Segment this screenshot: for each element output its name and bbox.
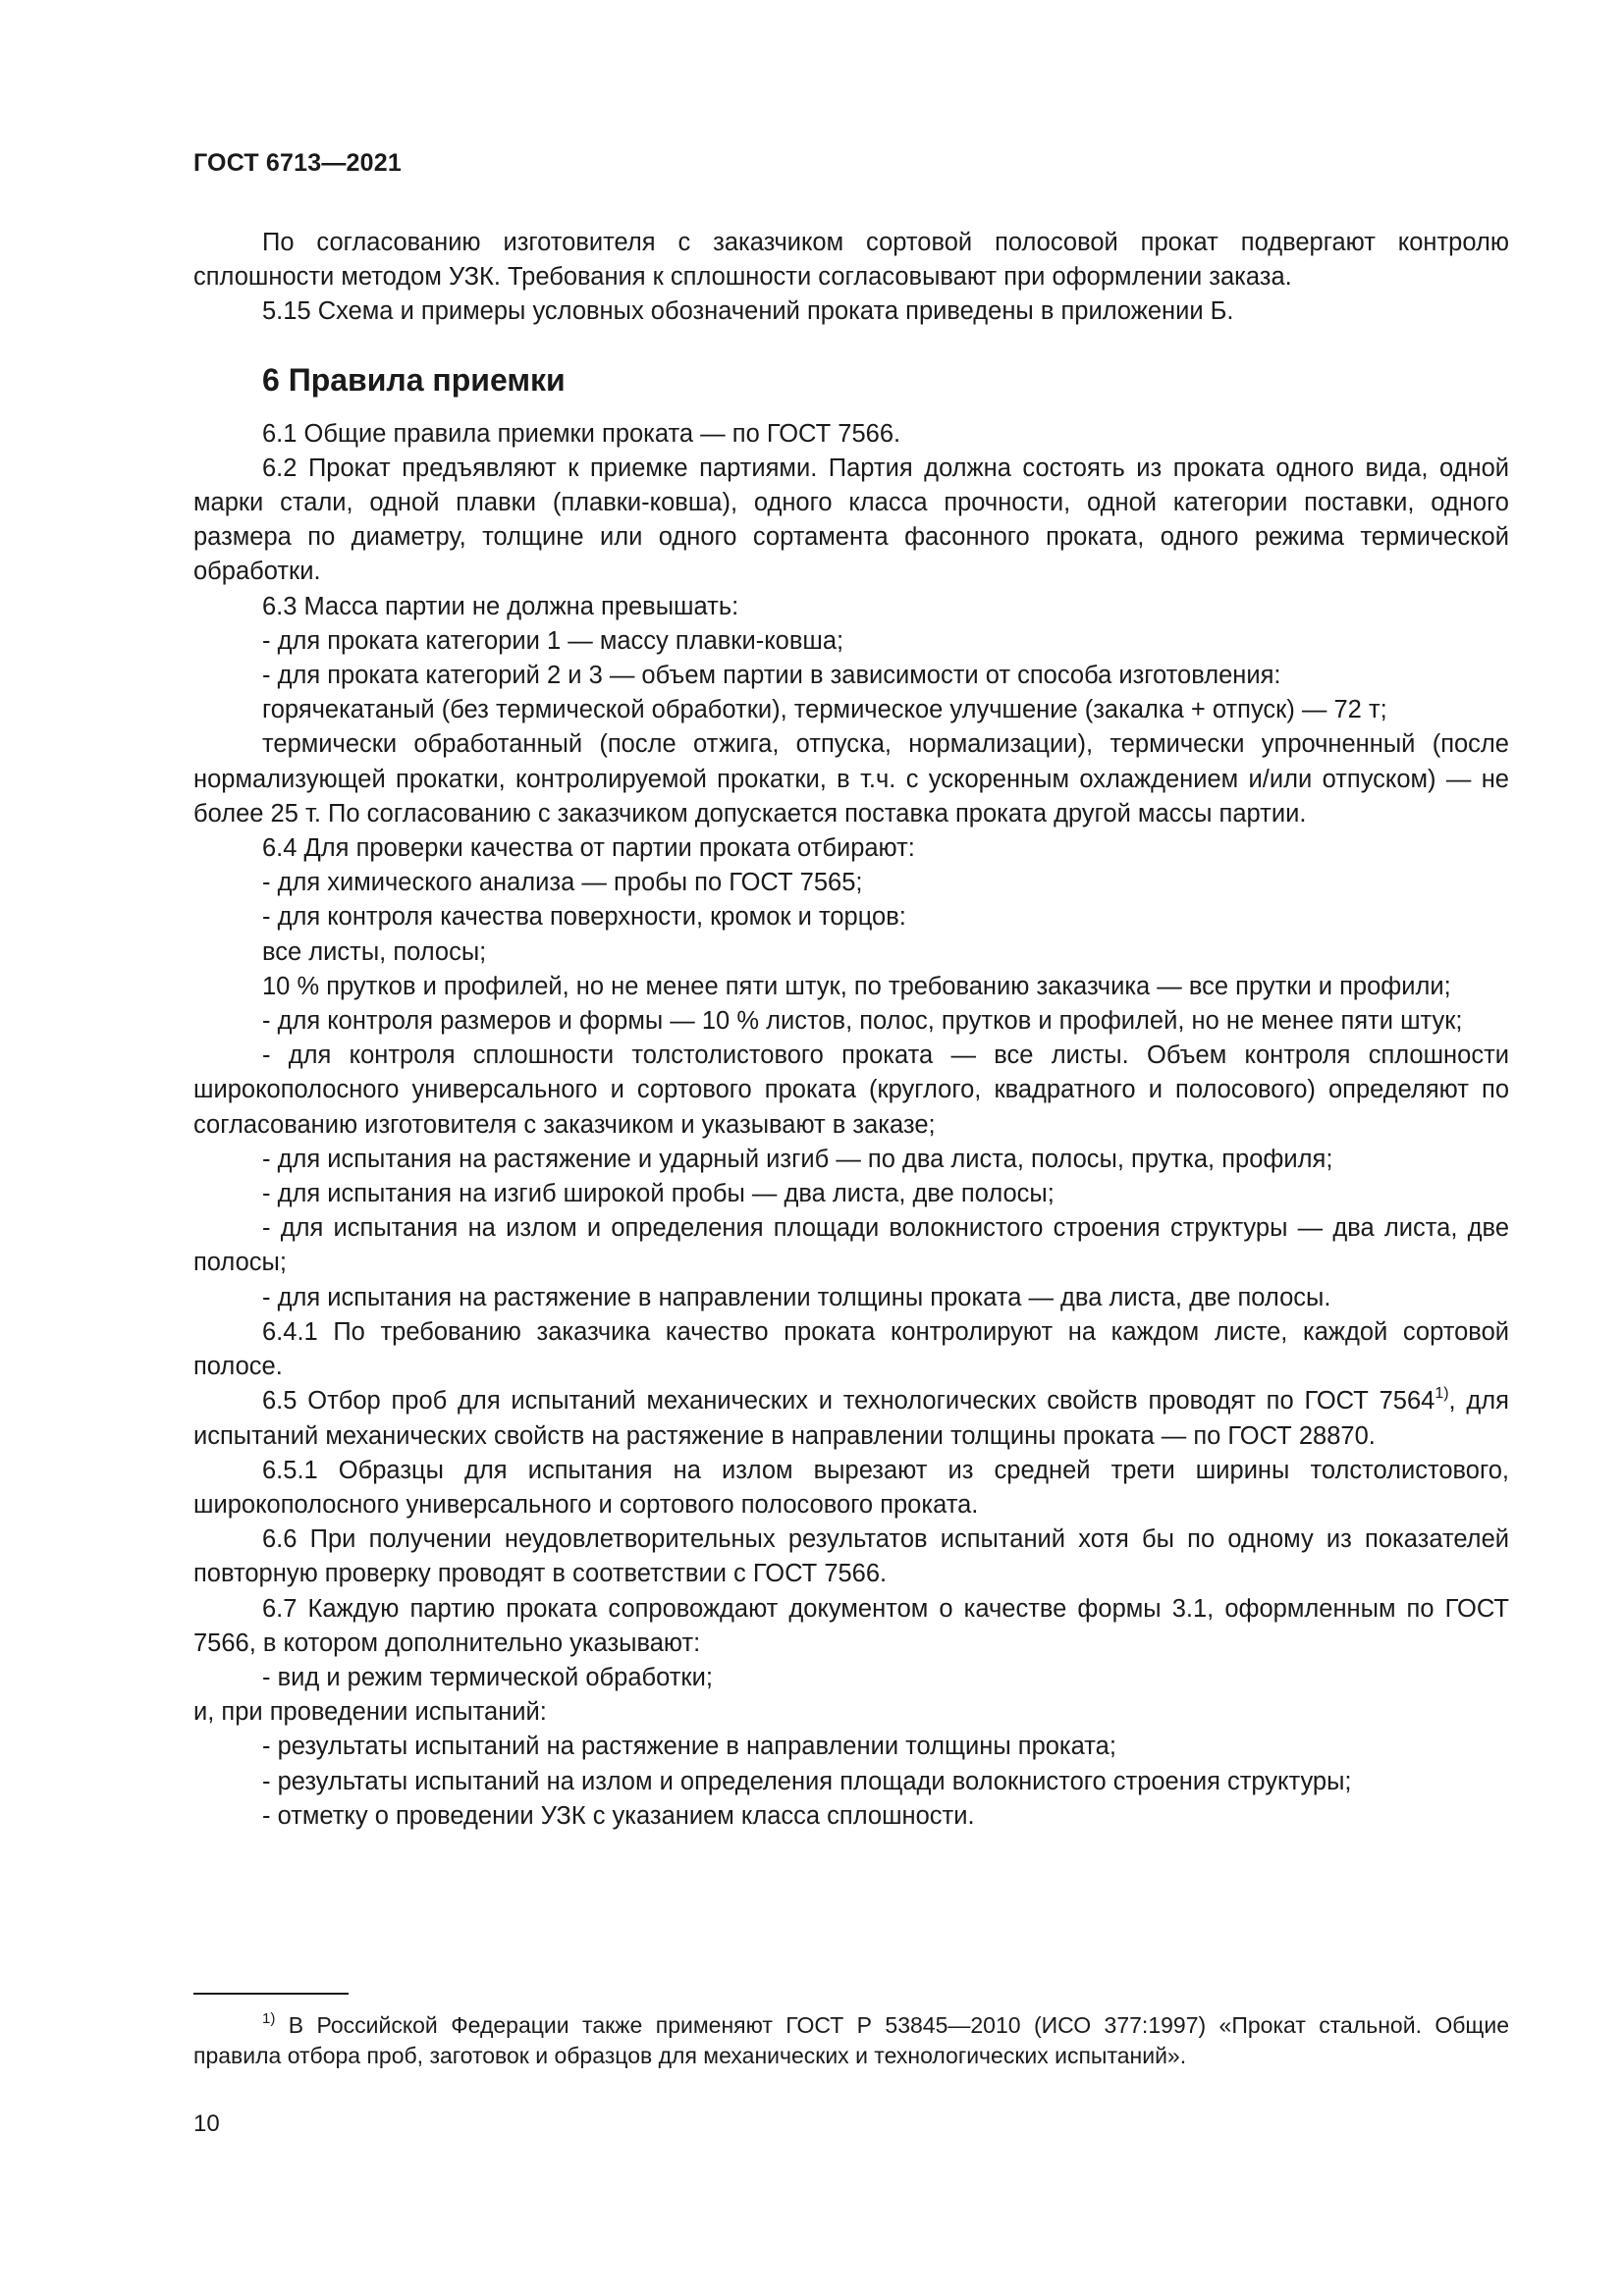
paragraph-6-5-continuation: , для испытаний механических свойств на растяжение в направлении толщины проката — по ГОСТ 28870. <box>193 1387 1509 1450</box>
paragraph: 6.3 Масса партии не должна превышать: <box>262 592 739 620</box>
paragraph: 6.1 Общие правила приемки проката — по ГОСТ 7566. <box>262 419 901 448</box>
list-item: - для контроля сплошности толстолистового проката — все листы. Объем контроля сплошности широкополосного универсального и сортового проката (круглого, квадратного и полосового) определяют по согласованию изготовителя с заказчиком и указывают в заказе; <box>193 1041 1509 1139</box>
paragraph: 6.4 Для проверки качества от партии проката отбирают: <box>262 834 915 863</box>
list-item: - для испытания на излом и определения площади волокнистого строения структуры — два листа, две полосы; <box>193 1214 1509 1277</box>
footnote-body: В Российской Федерации также применяют ГОСТ Р 53845—2010 (ИСО 377:1997) «Прокат стальной. Общие правила отбора проб, заготовок и образцов для механических и технологических испытаний». <box>193 2012 1509 2068</box>
paragraph: По согласованию изготовителя с заказчиком сортовой полосовой прокат подвергают контролю сплошности методом УЗК. Требования к сплошности согласовывают при оформлении заказа. <box>193 229 1509 292</box>
list-item: - результаты испытаний на растяжение в направлении толщины проката; <box>262 1733 1116 1761</box>
footnote <box>193 2010 1509 2071</box>
footnote-text <box>193 2010 1509 2071</box>
list-item: - для контроля качества поверхности, кромок и торцов: <box>262 903 906 932</box>
paragraph: 6.2 Прокат предъявляют к приемке партиями. Партия должна состоять из проката одного вида, одной марки стали, одной плавки (плавки-ковша), одного класса прочности, одной категории поставки, одного размера по диаметру, толщине или одного сортамента фасонного проката, одного режима термической обработки. <box>193 454 1509 586</box>
paragraph: 6.6 При получении неудовлетворительных результатов испытаний хотя бы по одному из показателей повторную проверку проводят в соответствии с ГОСТ 7566. <box>193 1525 1509 1588</box>
paragraph: и, при проведении испытаний: <box>193 1698 547 1727</box>
document-body <box>193 226 1509 1834</box>
list-item: - вид и режим термической обработки; <box>262 1663 713 1691</box>
paragraph: 6.7 Каждую партию проката сопровождают документом о качестве формы 3.1, оформленным по ГОСТ 7566, в котором дополнительно указывают: <box>193 1594 1509 1657</box>
section-title: 6 Правила приемки <box>262 361 566 398</box>
page-number: 10 <box>193 2110 220 2137</box>
paragraph: 6.4.1 По требованию заказчика качество проката контролируют на каждом листе, каждой сортовой полосе. <box>193 1317 1509 1381</box>
footnote-divider <box>193 1993 349 1995</box>
document-header: ГОСТ 6713—2021 <box>193 149 402 177</box>
list-item: - для испытания на растяжение в направлении толщины проката — два листа, две полосы. <box>262 1283 1331 1311</box>
paragraph: термически обработанный (после отжига, отпуска, нормализации), термически упрочненный (после нормализующей прокатки, контролируемой прокатки, в т.ч. с ускоренным охлаждением и/или отпуском) — не более 25 т. По согласованию с заказчиком допускается поставка проката другой массы партии. <box>193 730 1509 828</box>
paragraph: 5.15 Схема и примеры условных обозначений проката приведены в приложении Б. <box>262 297 1234 326</box>
list-item: - для проката категорий 2 и 3 — объем партии в зависимости от способа изготовления: <box>262 662 1281 690</box>
list-item: - для испытания на изгиб широкой пробы — два листа, две полосы; <box>262 1180 1055 1208</box>
list-item: - отметку о проведении УЗК с указанием класса сплошности. <box>262 1801 975 1830</box>
paragraph-6-5 <box>193 1384 1509 1453</box>
paragraph-6-5-text: 6.5 Отбор проб для испытаний механических и технологических свойств проводят по ГОСТ 7564 <box>262 1387 1435 1415</box>
paragraph: 6.5.1 Образцы для испытания на излом вырезают из средней трети ширины толстолистового, широкополосного универсального и сортового полосового проката. <box>193 1456 1509 1519</box>
list-item: - для химического анализа — пробы по ГОСТ 7565; <box>262 869 863 897</box>
footnote-marker: 1) <box>262 2010 276 2027</box>
list-item: - результаты испытаний на излом и определения площади волокнистого строения структуры; <box>262 1767 1352 1795</box>
list-item: - для проката категории 1 — массу плавки-ковша; <box>262 626 844 655</box>
list-item: - для испытания на растяжение и ударный изгиб — по два листа, полосы, прутка, профиля; <box>262 1145 1333 1173</box>
paragraph: 10 % прутков и профилей, но не менее пяти штук, по требованию заказчика — все прутки и профили; <box>262 972 1451 1000</box>
list-item: - для контроля размеров и формы — 10 % листов, полос, прутков и профилей, но не менее пяти штук; <box>262 1007 1463 1036</box>
paragraph: горячекатаный (без термической обработки), термическое улучшение (закалка + отпуск) — 72 т; <box>262 696 1387 724</box>
paragraph: все листы, полосы; <box>262 937 487 966</box>
footnote-reference: 1) <box>1435 1385 1449 1403</box>
